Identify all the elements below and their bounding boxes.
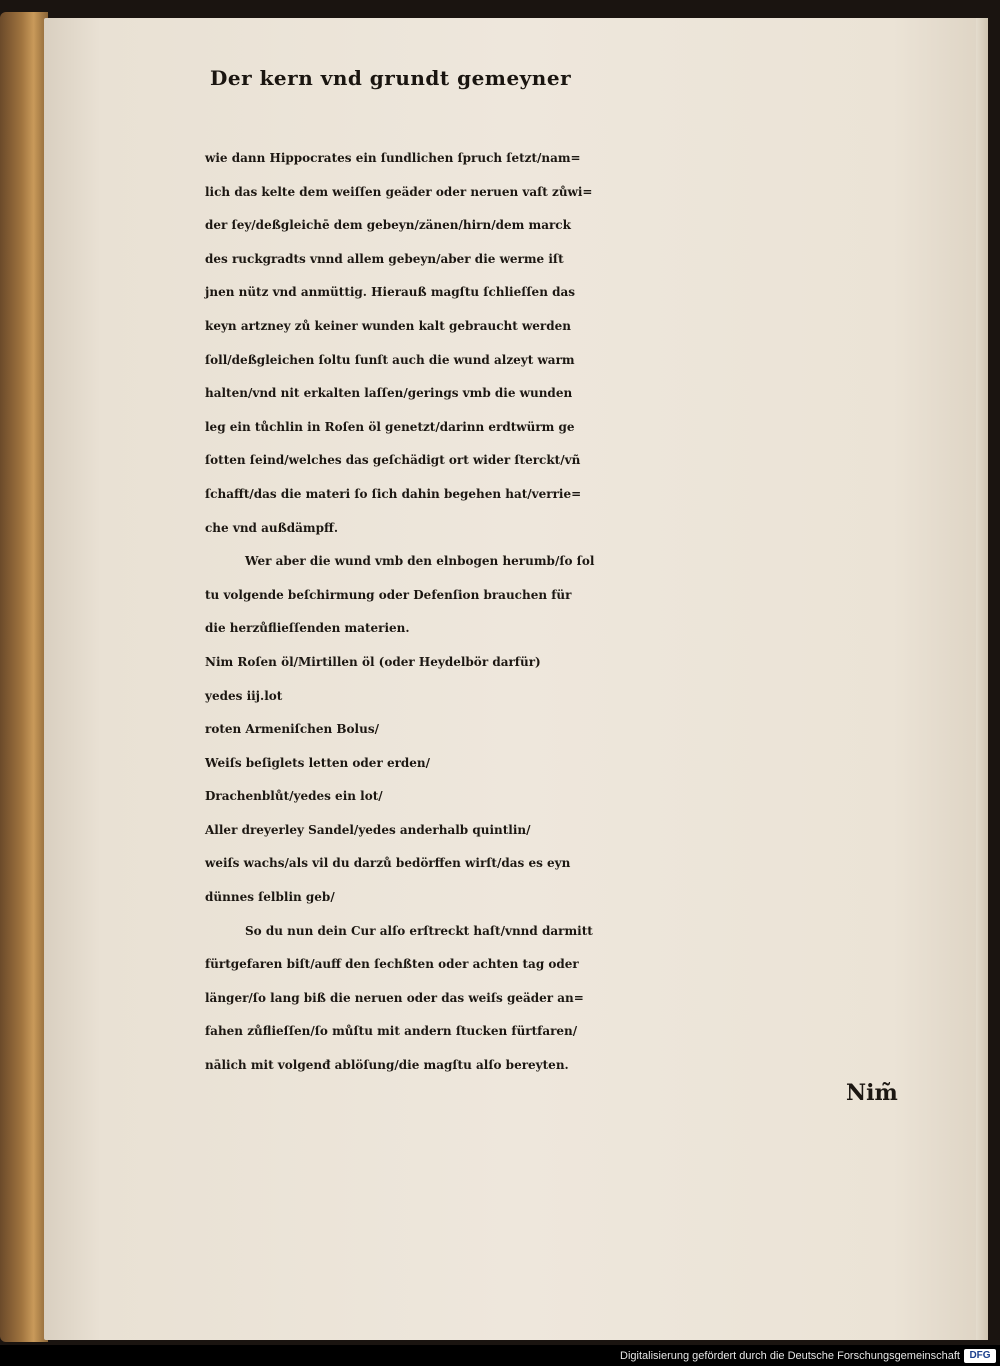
text-line: fürtgefaren biſt/auff den ſechßten oder achten tag oder: [205, 957, 579, 972]
recipe-line: Aller dreyerley Sandel/yedes anderhalb quintlin/: [205, 822, 531, 837]
text-line: Wer aber die wund vmb den elnbogen herumb/ſo ſol: [245, 554, 595, 569]
text-line: che vnd außdämpff.: [205, 520, 339, 535]
footer-bar: [0, 1345, 1000, 1366]
text-line: So du nun dein Cur alſo erſtreckt haſt/vnnd darmitt: [245, 923, 593, 938]
recipe-line: dünnes ſelblin geb/: [205, 890, 335, 905]
book-spine: [0, 12, 48, 1342]
text-line: der ſey/deßgleichē dem gebeyn/zänen/hirn/dem marck: [205, 218, 571, 233]
recipe-line: weiſs wachs/als vil du darzů bedörffen wirſt/das es eyn: [205, 856, 571, 871]
page-edge: [976, 18, 988, 1340]
text-line: die herzůflieſſenden materien.: [205, 621, 410, 636]
text-line: keyn artzney zů keiner wunden kalt gebraucht werden: [205, 318, 571, 333]
recipe-line: Weiſs beſiglets letten oder erden/: [205, 755, 431, 770]
catchword: Nim̃: [846, 1080, 898, 1106]
text-line: nālich mit volgenđ ablöſung/die magſtu alſo bereyten.: [205, 1058, 569, 1073]
text-line: ſchafft/das die materi ſo ſich dahin begehen hat/verrie=: [205, 486, 582, 501]
text-line: ſotten ſeind/welches das geſchädigt ort wider ſterckt/vñ: [205, 453, 581, 468]
recipe-line: roten Armeniſchen Bolus/: [205, 722, 379, 737]
running-heading: Der kern vnd grundt gemeyner: [210, 66, 572, 90]
recipe-line: Drachenblůt/yedes ein lot/: [205, 789, 383, 804]
text-line: ſoll/deßgleichen ſoltu ſunſt auch die wund alzeyt warm: [205, 352, 575, 367]
page-body: [205, 142, 935, 1083]
dfg-logo-icon: DFG: [964, 1349, 996, 1363]
text-line: länger/ſo lang biß die neruen oder das weiſs geäder an=: [205, 990, 584, 1005]
text-line: leg ein tůchlin in Roſen öl genetzt/darinn erdtwürm ge: [205, 419, 575, 434]
text-line: lich das kelte dem weiſſen geäder oder neruen vaſt zůwi=: [205, 184, 593, 199]
text-line: tu volgende beſchirmung oder Defenſion brauchen für: [205, 587, 572, 602]
text-line: wie dann Hippocrates ein ſundlichen ſpruch ſetzt/nam=: [205, 151, 581, 165]
recipe-line: yedes iij.lot: [205, 688, 283, 703]
text-line: jnen nütz vnd anmüttig. Hierauß magſtu ſchlieſſen das: [205, 285, 576, 300]
recipe-line: Nim Roſen öl/Mirtillen öl (oder Heydelbör darfür): [205, 654, 541, 669]
text-line: halten/vnd nit erkalten laſſen/gerings vmb die wunden: [205, 386, 573, 401]
text-line: des ruckgradts vnnd allem gebeyn/aber die werme iſt: [205, 251, 564, 266]
text-line: fahen zůflieſſen/ſo můſtu mit andern ſtucken fürtfaren/: [205, 1024, 578, 1039]
funding-credit: Digitalisierung gefördert durch die Deutsche Forschungsgemeinschaft: [620, 1350, 960, 1362]
